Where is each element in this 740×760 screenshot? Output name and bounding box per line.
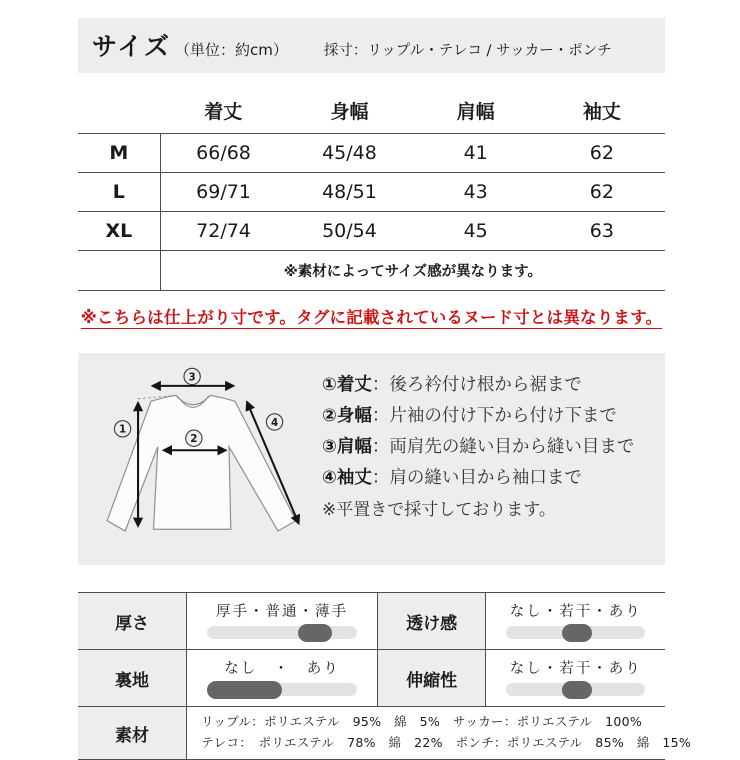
stretch-label: 伸縮性 bbox=[377, 650, 486, 707]
stretch-slider-knob bbox=[562, 681, 592, 699]
col-header-sleeve: 袖丈 bbox=[539, 93, 665, 134]
lining-cell bbox=[187, 650, 378, 707]
lining-slider-knob bbox=[207, 681, 282, 699]
shirt-outline bbox=[107, 395, 296, 531]
cell-value: 66/68 bbox=[160, 134, 286, 173]
measurement-diagram-panel bbox=[78, 353, 665, 565]
stretch-cell bbox=[486, 650, 665, 707]
material-cell bbox=[187, 707, 692, 760]
finished-size-warning: ※こちらは仕上がり寸です。タグに記載されているヌード寸とは異なります。 bbox=[80, 308, 663, 327]
measurement-note: 採寸：リップル・テレコ / サッカー・ポンチ bbox=[323, 43, 612, 59]
lining-scale: なし ・ あり bbox=[224, 661, 340, 677]
table-row-l bbox=[78, 173, 665, 212]
cell-value: 45 bbox=[413, 212, 539, 251]
lining-label: 裏地 bbox=[78, 650, 187, 707]
cell-value: 41 bbox=[413, 134, 539, 173]
definition-length: ①着丈：後ろ衿付け根から裾まで bbox=[322, 375, 582, 395]
sheerness-slider-track bbox=[506, 626, 645, 639]
lining-slider-track bbox=[207, 683, 357, 696]
measurement-definitions bbox=[322, 367, 634, 520]
thickness-slider-knob bbox=[298, 624, 332, 642]
sheerness-cell bbox=[486, 593, 665, 650]
shirt-diagram-illustration bbox=[88, 367, 316, 549]
thickness-cell bbox=[187, 593, 378, 650]
size-table-note-row bbox=[78, 251, 665, 291]
size-table-note: ※素材によってサイズ感が異なります。 bbox=[160, 251, 665, 291]
cell-value: 69/71 bbox=[160, 173, 286, 212]
flat-measurement-note: ※平置きで採寸しております。 bbox=[322, 500, 556, 520]
mark-shoulder bbox=[184, 368, 200, 384]
material-line-2: テレコ： ポリエステル 78% 綿 22% ポンチ：ポリエステル 85% 綿 15% bbox=[201, 734, 692, 750]
size-table-stub bbox=[78, 93, 160, 134]
definition-sleeve: ④袖丈：肩の縫い目から袖口まで bbox=[322, 468, 582, 488]
stretch-slider-track bbox=[506, 683, 645, 696]
table-row-m bbox=[78, 134, 665, 173]
size-table bbox=[78, 93, 665, 291]
cell-value: 62 bbox=[539, 173, 665, 212]
col-header-width: 身幅 bbox=[286, 93, 412, 134]
material-line-1: リップル：ポリエステル 95% 綿 5% サッカー：ポリエステル 100% bbox=[201, 714, 643, 729]
sheerness-slider-knob bbox=[562, 624, 592, 642]
svg-text:3: 3 bbox=[188, 371, 196, 384]
spec-row-material bbox=[78, 707, 665, 760]
col-header-length: 着丈 bbox=[160, 93, 286, 134]
size-table-header-row bbox=[78, 93, 665, 134]
fabric-spec-table bbox=[78, 592, 692, 760]
col-header-shoulder: 肩幅 bbox=[413, 93, 539, 134]
size-label: XL bbox=[78, 212, 160, 251]
cell-value: 48/51 bbox=[286, 173, 412, 212]
note-stub bbox=[78, 251, 160, 291]
definition-shoulder: ③肩幅：両肩先の縫い目から縫い目まで bbox=[322, 437, 635, 457]
sheerness-scale: なし・若干・あり bbox=[509, 604, 642, 620]
thickness-slider-track bbox=[207, 626, 357, 639]
sheerness-label: 透け感 bbox=[377, 593, 486, 650]
cell-value: 43 bbox=[413, 173, 539, 212]
spec-row-2 bbox=[78, 650, 665, 707]
svg-text:1: 1 bbox=[119, 423, 127, 436]
cell-value: 45/48 bbox=[286, 134, 412, 173]
page-title: サイズ bbox=[92, 32, 172, 61]
cell-value: 50/54 bbox=[286, 212, 412, 251]
stretch-scale: なし・若干・あり bbox=[509, 661, 642, 677]
material-label: 素材 bbox=[78, 707, 187, 760]
svg-text:2: 2 bbox=[190, 433, 198, 446]
size-label: L bbox=[78, 173, 160, 212]
spec-row-1 bbox=[78, 593, 665, 650]
mark-sleeve bbox=[266, 414, 282, 430]
definition-chest: ②身幅：片袖の付け下から付け下まで bbox=[322, 406, 617, 426]
cell-value: 72/74 bbox=[160, 212, 286, 251]
svg-text:4: 4 bbox=[270, 416, 279, 429]
table-row-xl bbox=[78, 212, 665, 251]
cell-value: 63 bbox=[539, 212, 665, 251]
unit-label: （単位：約cm） bbox=[175, 41, 288, 59]
thickness-scale: 厚手・普通・薄手 bbox=[215, 604, 348, 620]
size-label: M bbox=[78, 134, 160, 173]
mark-chest bbox=[186, 430, 202, 446]
cell-value: 62 bbox=[539, 134, 665, 173]
thickness-label: 厚さ bbox=[78, 593, 187, 650]
mark-length bbox=[114, 421, 130, 437]
size-header-bar bbox=[78, 18, 665, 73]
